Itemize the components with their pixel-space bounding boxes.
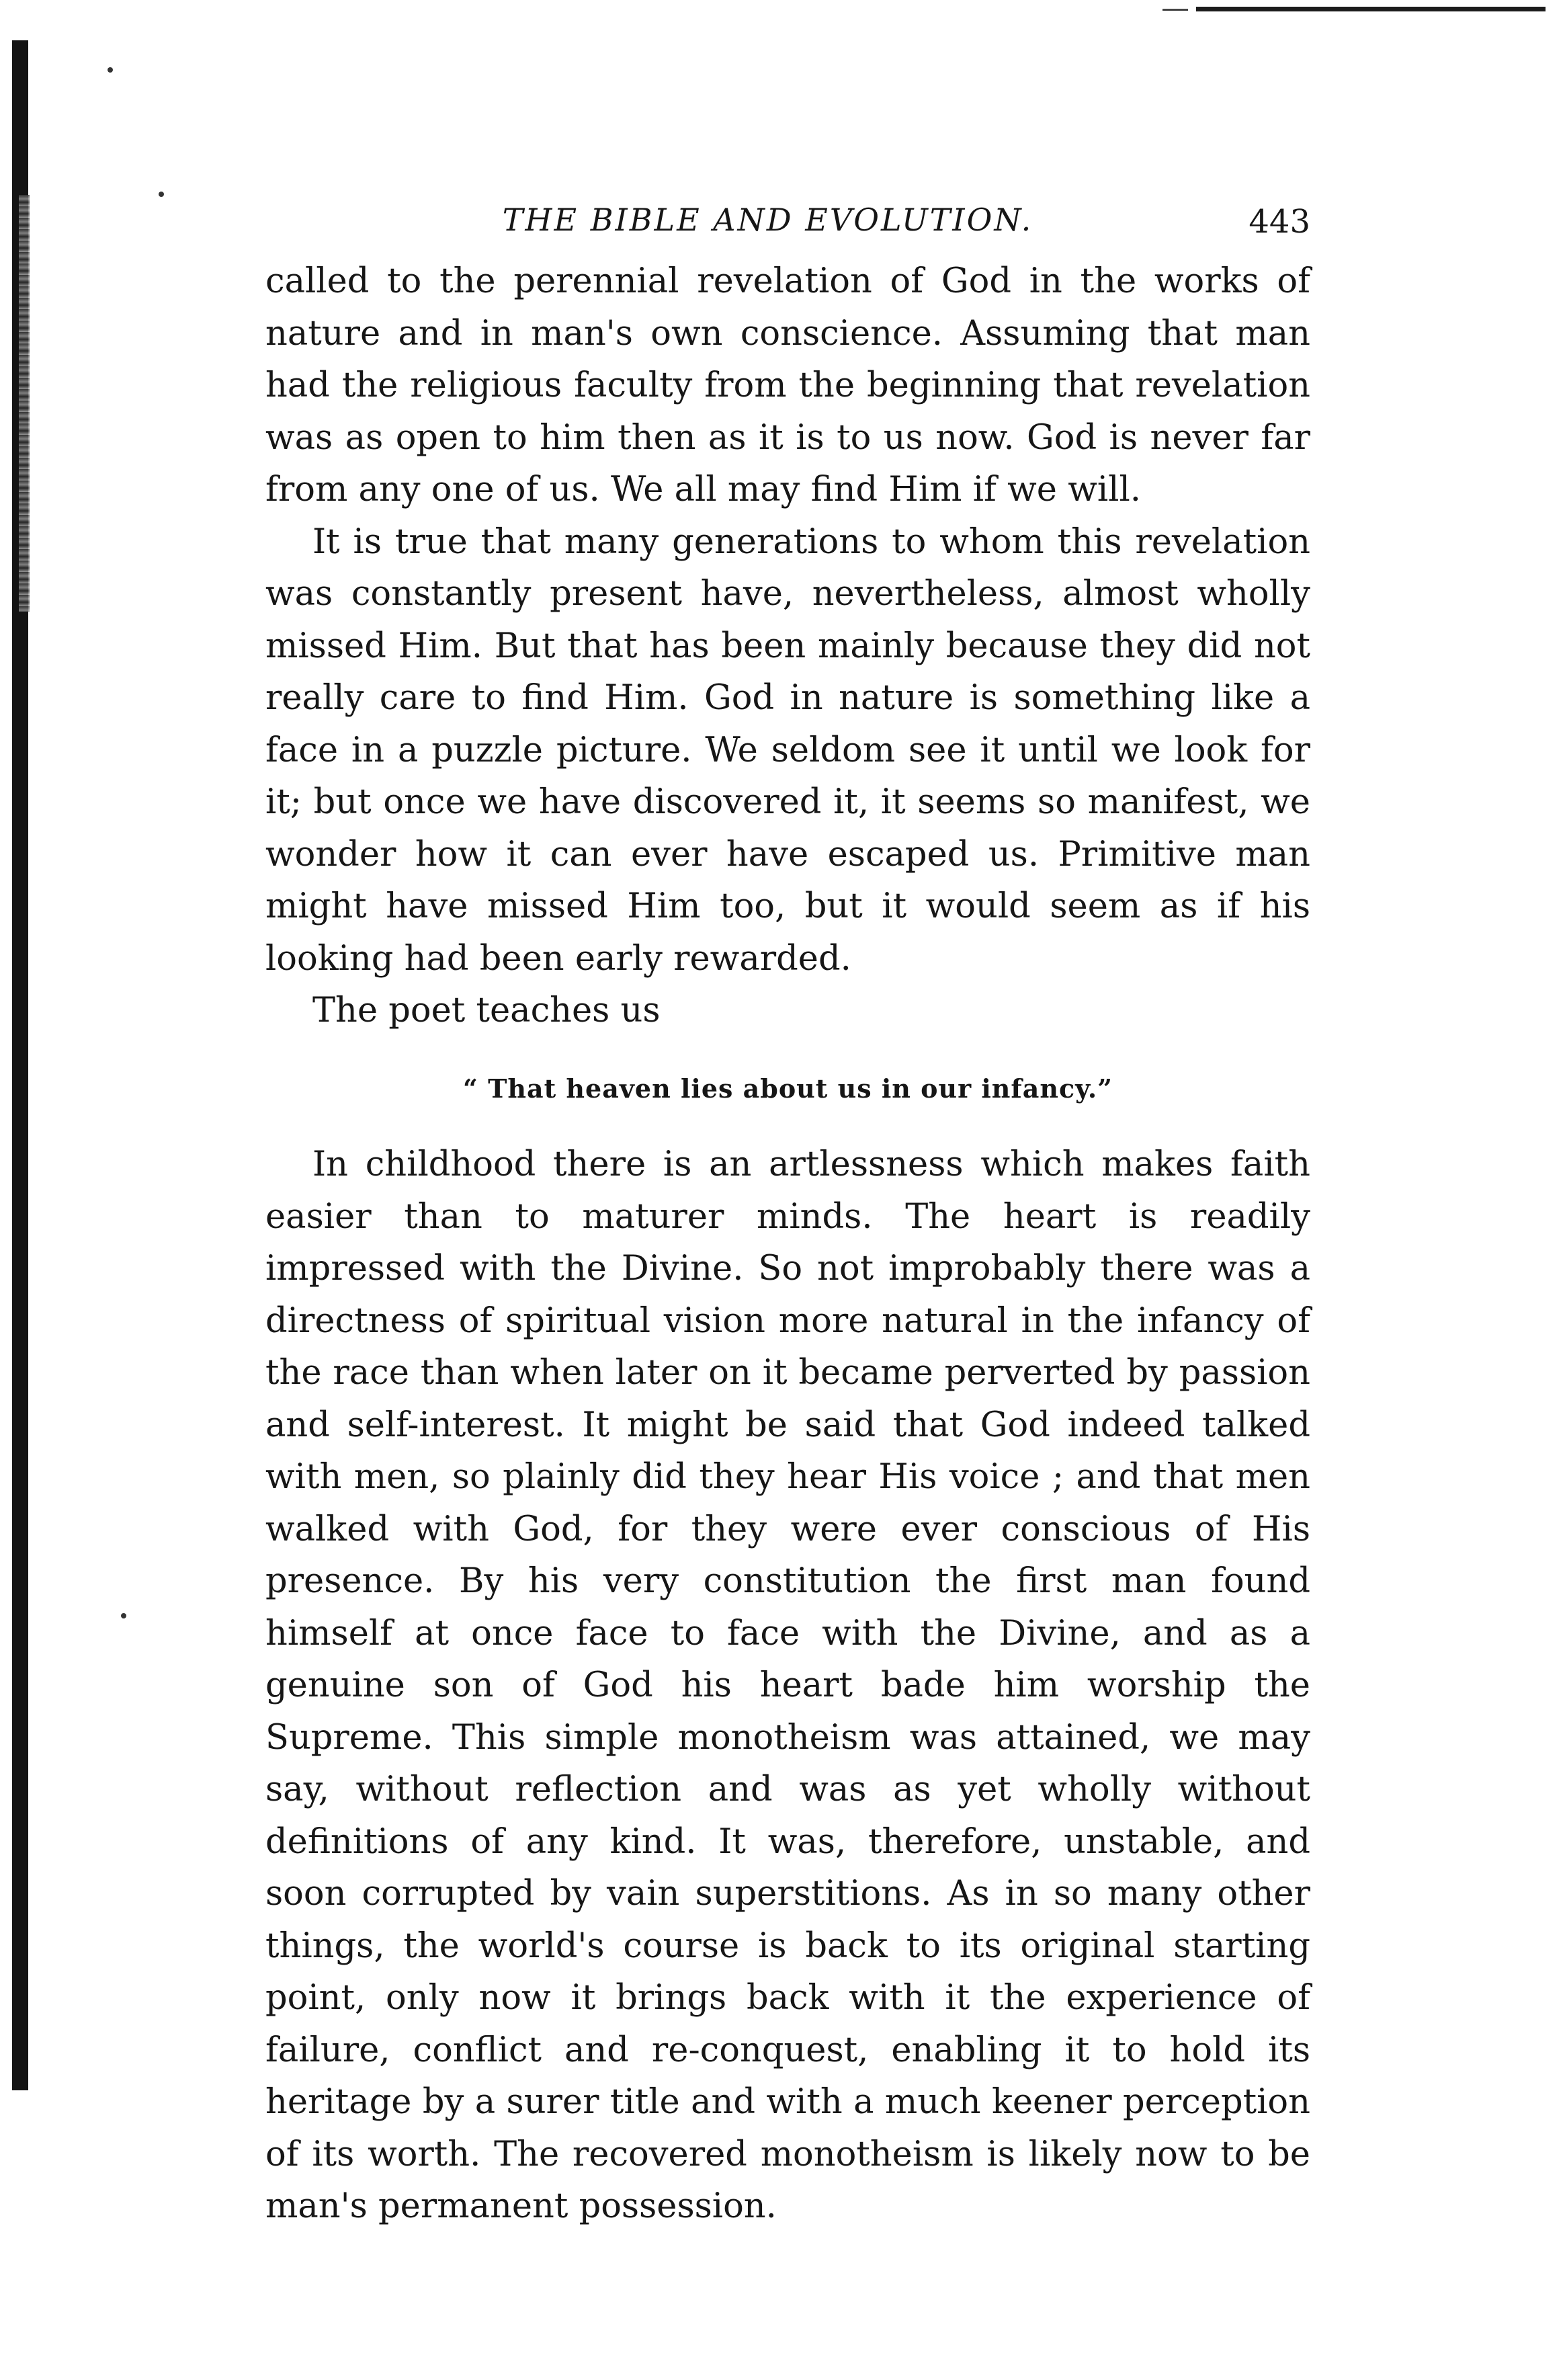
paragraph-poet-intro: The poet teaches us bbox=[312, 991, 661, 1030]
paragraph-continued: called to the perennial revelation of God in the works of nature and in man's own conscience. Assuming that man had the religious faculty from the beginning that revelation was as open to him then as it is to us now. God is never far from any one of us. We all may find Him if we will. bbox=[265, 261, 1310, 509]
scan-speck bbox=[108, 67, 113, 73]
scan-edge-noise bbox=[19, 195, 30, 612]
running-head bbox=[265, 202, 1310, 255]
scan-speck bbox=[121, 1613, 126, 1618]
body-text bbox=[265, 255, 1310, 2233]
book-page bbox=[265, 202, 1310, 2233]
paragraph: In childhood there is an artlessness which makes faith easier than to maturer minds. The heart is readily impressed with the Divine. So not improbably there was a directness of spiritual vision more natural in the infancy of the race than when later on it became perverted by passion and self-interest. It might be said that God indeed talked with men, so plainly did they hear His voice ; and that men walked with God, for they were ever conscious of His presence. By his very constitution the first man found himself at once face to face with the Divine, and as a genuine son of God his heart bade him worship the Supreme. This simple monotheism was attained, we may say, without reflection and was as yet wholly without definitions of any kind. It was, therefore, unstable, and soon corrupted by vain superstitions. As in so many other things, the world's course is back to its original starting point, only now it brings back with it the experience of failure, conflict and re-conquest, enabling it to hold its heritage by a surer title and with a much keener perception of its worth. The recovered monotheism is likely now to be man's permanent possession. bbox=[265, 1145, 1310, 2226]
paragraph: It is true that many generations to whom this revelation was constantly present have, nevertheless, almost wholly missed Him. But that has been mainly because they did not really care to find Him. God in nature is something like a face in a puzzle picture. We seldom see it until we look for it; but once we have discovered it, it seems so manifest, we wonder how it can ever have escaped us. Primitive man might have missed Him too, but it would seem as if his looking had been early rewarded. bbox=[265, 522, 1310, 979]
scan-top-dash bbox=[1162, 9, 1188, 11]
running-title: THE BIBLE AND EVOLUTION. bbox=[502, 202, 1033, 238]
poem-quote: “ That heaven lies about us in our infancy.” bbox=[463, 1073, 1113, 1104]
scan-top-rule bbox=[1196, 7, 1546, 11]
page-number: 443 bbox=[1249, 203, 1310, 241]
scan-speck bbox=[159, 192, 164, 197]
